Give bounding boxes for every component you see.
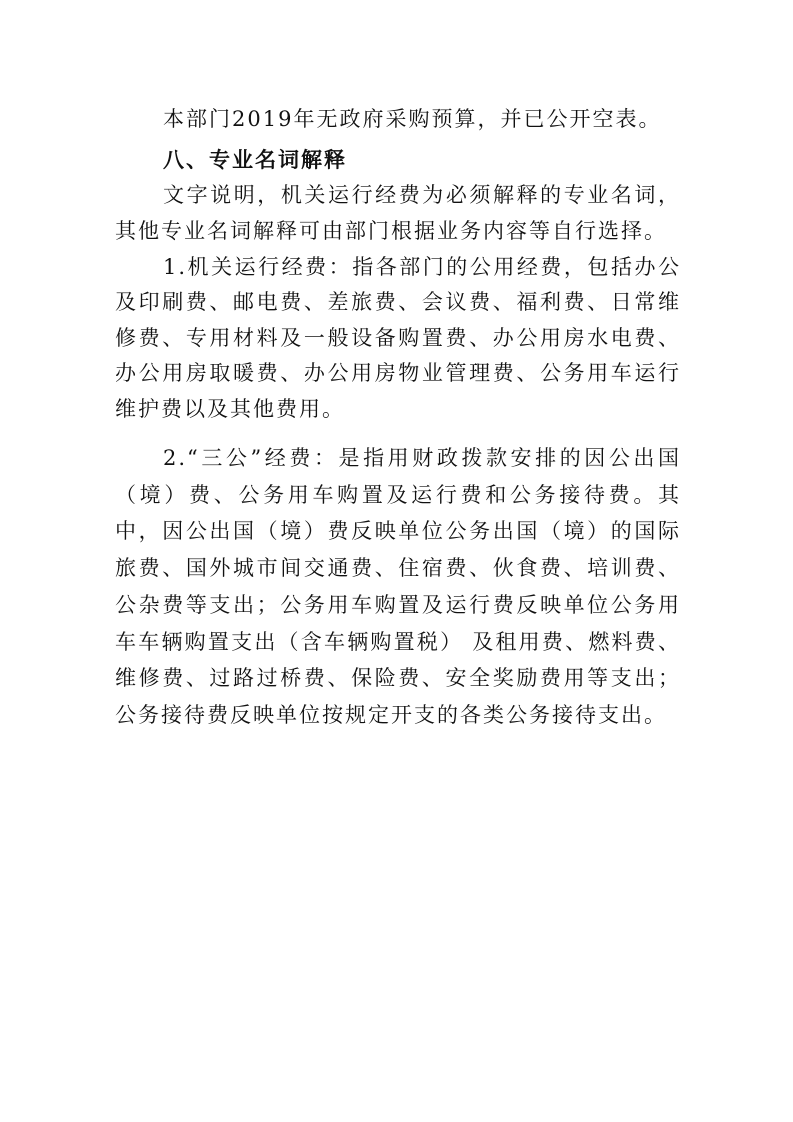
paragraph-text-explanation: 文字说明，机关运行经费为必须解释的专业名词，其他专业名词解释可由部门根据业务内容等自行选择。	[115, 183, 681, 243]
section-heading-terms: 八、专业名词解释	[163, 148, 347, 172]
paragraph-operating-expenses: 1.机关运行经费：指各部门的公用经费，包括办公及印刷费、邮电费、差旅费、会议费、福利费、日常维修费、专用材料及一般设备购置费、办公用房水电费、办公用房取暖费、办公用房物业管理费、公务用车运行维护费以及其他费用。	[115, 255, 681, 421]
paragraph-procurement-statement: 本部门2019年无政府采购预算，并已公开空表。	[163, 107, 662, 131]
paragraph-three-public-expenses: 2.“三公”经费：是指用财政拨款安排的因公出国（境）费、公务用车购置及运行费和公务接待费。其中，因公出国（境）费反映单位公务出国（境）的国际旅费、国外城市间交通费、住宿费、伙食费、培训费、公杂费等支出；公务用车购置及运行费反映单位公务用车车辆购置支出（含车辆购置税） 及租用费、燃料费、维修费、过路过桥费、保险费、安全奖励费用等支出；公务接待费反映单位按规定开支的各类公务接待支出。	[115, 446, 681, 727]
